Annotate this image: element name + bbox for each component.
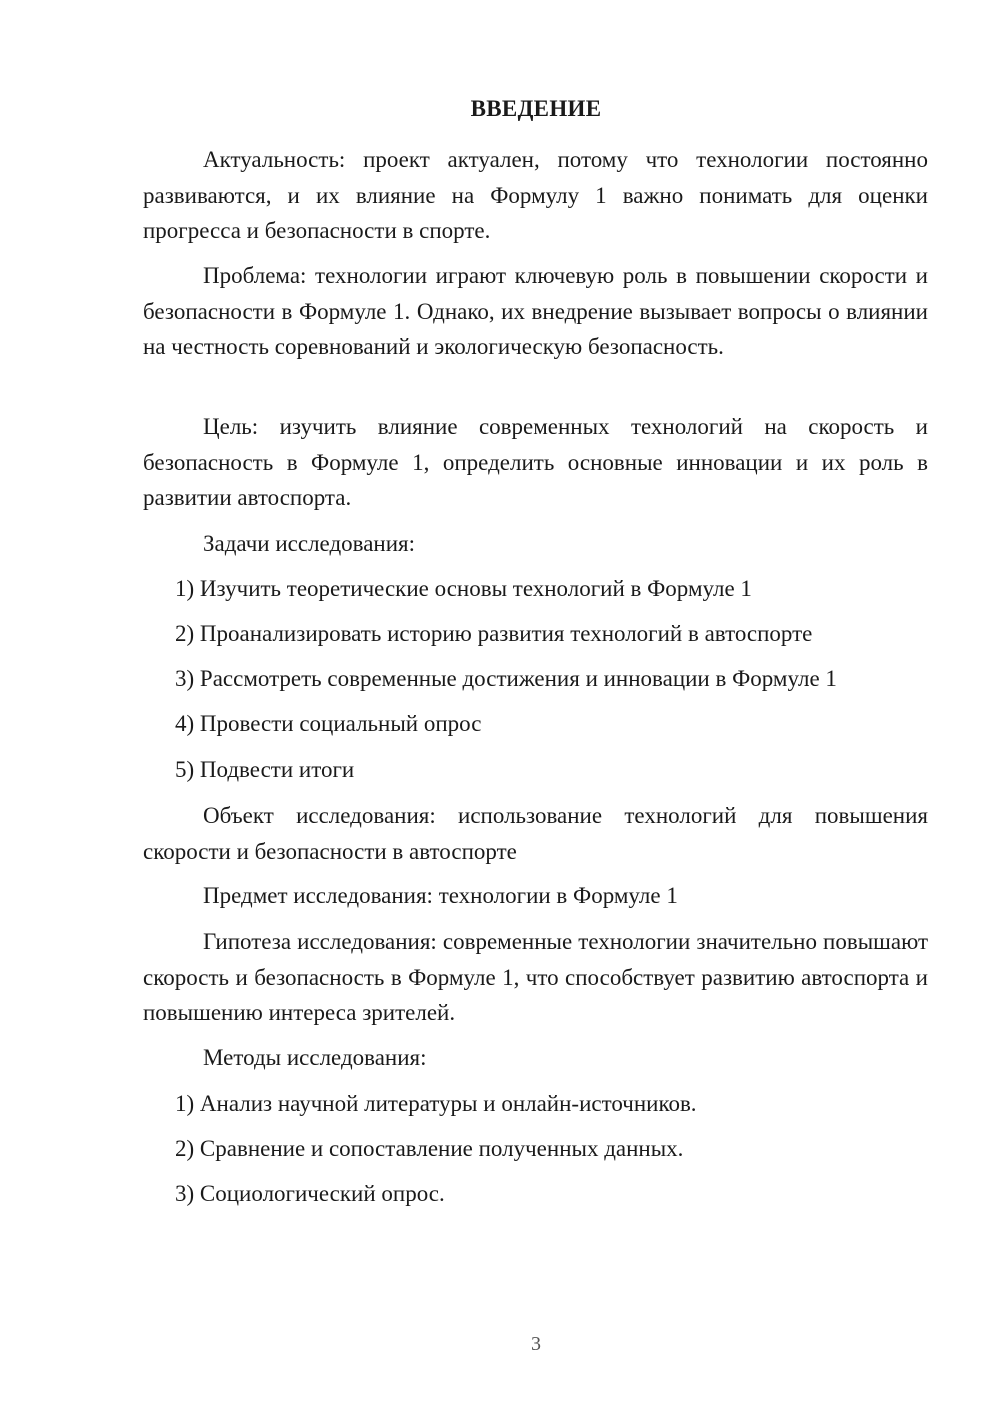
methods-heading: Методы исследования:: [203, 1045, 427, 1070]
page-number: 3: [531, 1333, 541, 1355]
method-item: 2) Сравнение и сопоставление полученных данных.: [175, 1136, 684, 1161]
method-item: 3) Социологический опрос.: [175, 1181, 445, 1206]
goal-paragraph: Цель: изучить влияние современных технологий на скорость и безопасность в Формуле 1, определить основные инновации и их роль в развитии автоспорта.: [143, 414, 928, 510]
page-title: ВВЕДЕНИЕ: [470, 96, 602, 121]
object-paragraph: Объект исследования: использование технологий для повышения скорости и безопасности в автоспорте: [143, 803, 928, 864]
task-item: 3) Рассмотреть современные достижения и инновации в Формуле 1: [175, 666, 837, 691]
subject-paragraph: Предмет исследования: технологии в Формуле 1: [203, 883, 678, 908]
relevance-paragraph: Актуальность: проект актуален, потому что технологии постоянно развиваются, и их влияние на Формулу 1 важно понимать для оценки прогресса и безопасности в спорте.: [143, 147, 928, 243]
hypothesis-paragraph: Гипотеза исследования: современные технологии значительно повышают скорость и безопасность в Формуле 1, что способствует развитию автоспорта и повышению интереса зрителей.: [143, 929, 928, 1025]
task-item: 5) Подвести итоги: [175, 757, 355, 782]
tasks-heading: Задачи исследования:: [203, 531, 416, 556]
task-item: 1) Изучить теоретические основы технологий в Формуле 1: [175, 576, 752, 601]
task-item: 2) Проанализировать историю развития технологий в автоспорте: [175, 621, 813, 646]
problem-paragraph: Проблема: технологии играют ключевую роль в повышении скорости и безопасности в Формуле 1. Однако, их внедрение вызывает вопросы о влиянии на честность соревнований и экологическую безопасность.: [143, 263, 928, 359]
method-item: 1) Анализ научной литературы и онлайн-источников.: [175, 1091, 697, 1116]
task-item: 4) Провести социальный опрос: [175, 711, 482, 736]
